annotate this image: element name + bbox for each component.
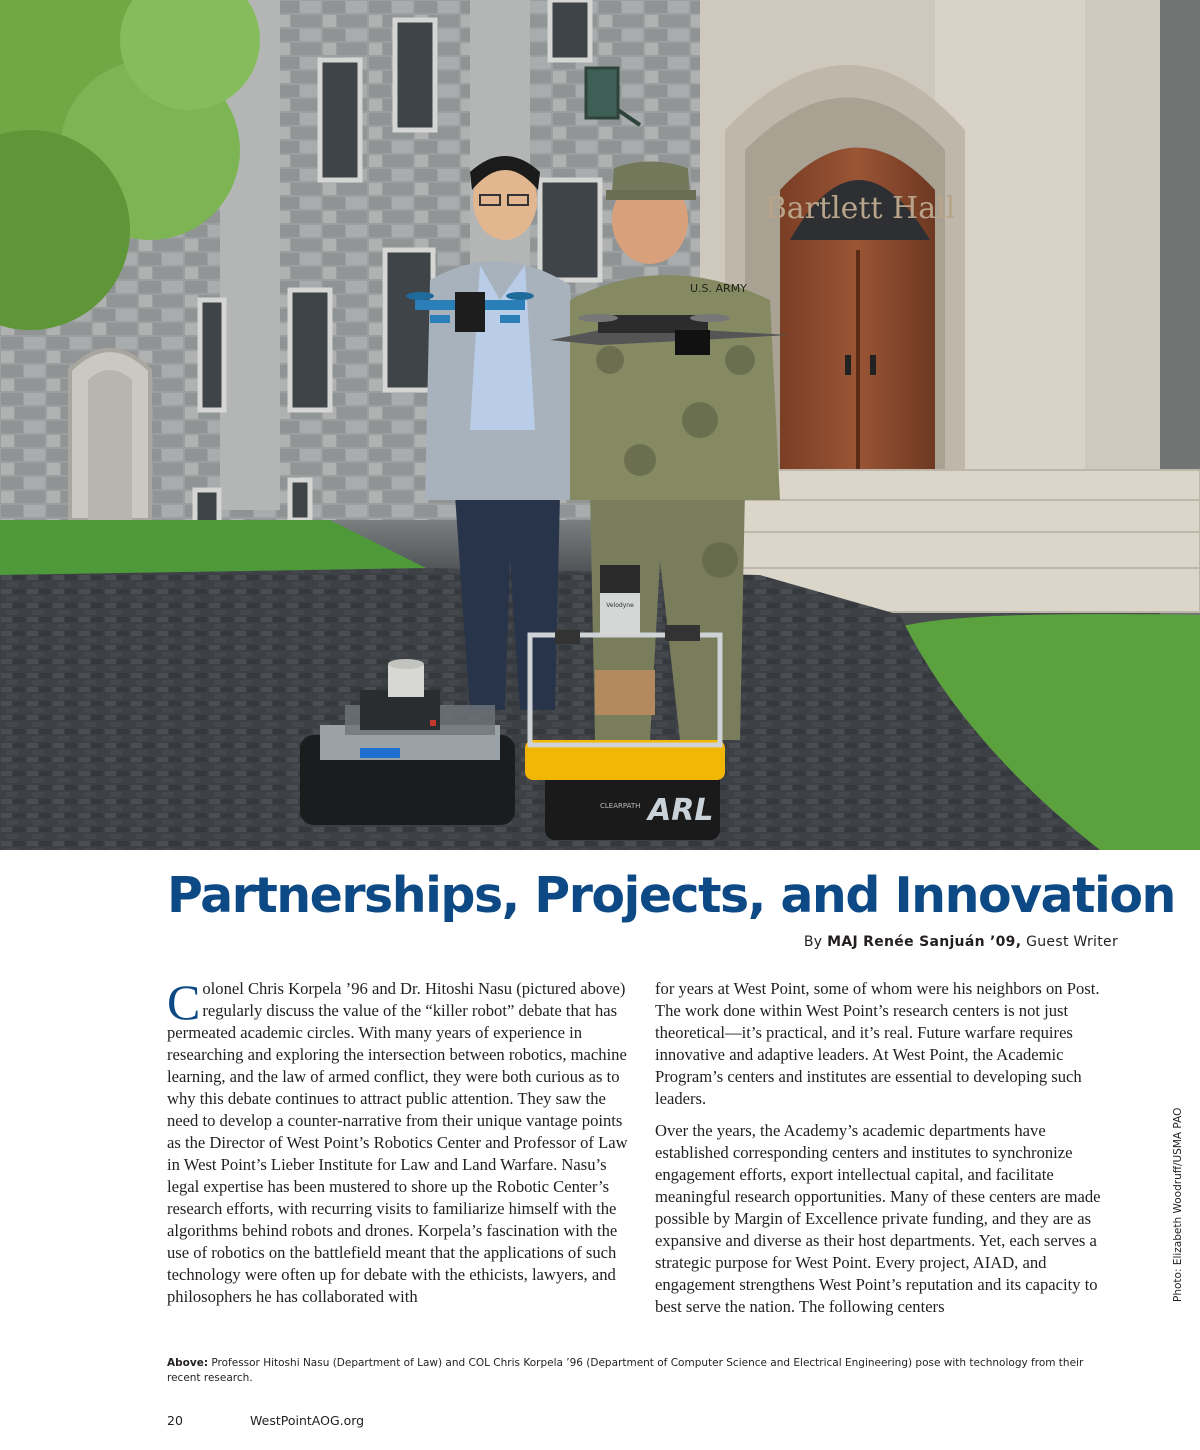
- article-paragraph: Over the years, the Academy’s academic departments have established corresponding centers and institutes to synchronize engagement efforts, export intellectual capital, and facilitate meaningful research opportunities. Many of these centers are made possible by Margin of Excellence private funding, and they are as expansive and diverse as their host departments. Yet, each serves a strategic purpose for West Point. Every project, AIAD, and engagement strengthens West Point’s reputation and its capacity to best serve the nation. The following centers: [655, 1121, 1101, 1316]
- byline-role: Guest Writer: [1026, 934, 1118, 950]
- robot-brand: CLEARPATH: [600, 802, 641, 810]
- article-paragraph: for years at West Point, some of whom were his neighbors on Post. The work done within West Point’s research centers is not just theoretical—it’s practical, and it’s real. Future warfare requires innovative and adaptive leaders. At West Point, the Academic Program’s centers and institutes are essential to developing such leaders.: [655, 979, 1100, 1108]
- article-title: Partnerships, Projects, and Innovation: [167, 867, 1175, 924]
- site-link[interactable]: WestPointAOG.org: [250, 1413, 365, 1428]
- article-paragraph: [167, 974, 631, 1308]
- article-column-1: [167, 974, 631, 1308]
- article-column-2: [655, 978, 1115, 1318]
- sensor-label: Velodyne: [606, 602, 634, 609]
- byline-prefix: By: [803, 934, 823, 950]
- door-inscription: Bartlett Hall: [764, 191, 956, 226]
- caption-text: Professor Hitoshi Nasu (Department of Law) and COL Chris Korpela ’96 (Department of Computer Science and Electrical Engineering) pose with technology from their recent research.: [167, 1357, 1084, 1384]
- byline-author: MAJ Renée Sanjuán ’09,: [827, 934, 1022, 950]
- drop-cap: C: [167, 974, 201, 1030]
- photo-credit: Photo: Elizabeth Woodruff/USMA PAO: [1172, 1107, 1184, 1302]
- article-paragraph-text: olonel Chris Korpela ’96 and Dr. Hitoshi Nasu (pictured above) regularly discuss the value of the “killer robot” debate that has permeated academic circles. With many years of experience in researching and exploring the intersection between robotics, machine learning, and the law of armed conflict, they were both curious as to why this debate continues to attract public attention. They saw the need to develop a counter-narrative from their unique vantage points as the Director of West Point’s Robotics Center and Professor of Law in West Point’s Lieber Institute for Law and Land Warfare. Nasu’s legal expertise has been mustered to shore up the Robotic Center’s research efforts, with recurring visits to familiarize himself with the algorithms behind robots and drones. Korpela’s fascination with the use of robotics on the battlefield meant that the applications of such technology were often up for debate with the ethicists, lawyers, and philosophers he has collaborated with: [167, 979, 628, 1306]
- robot-logo: ARL: [648, 793, 714, 828]
- byline: [804, 934, 1118, 950]
- caption-label: Above:: [167, 1357, 209, 1369]
- page-number: 20: [167, 1413, 183, 1428]
- photo-caption: [167, 1356, 1117, 1386]
- uniform-patch: U.S. ARMY: [690, 282, 747, 295]
